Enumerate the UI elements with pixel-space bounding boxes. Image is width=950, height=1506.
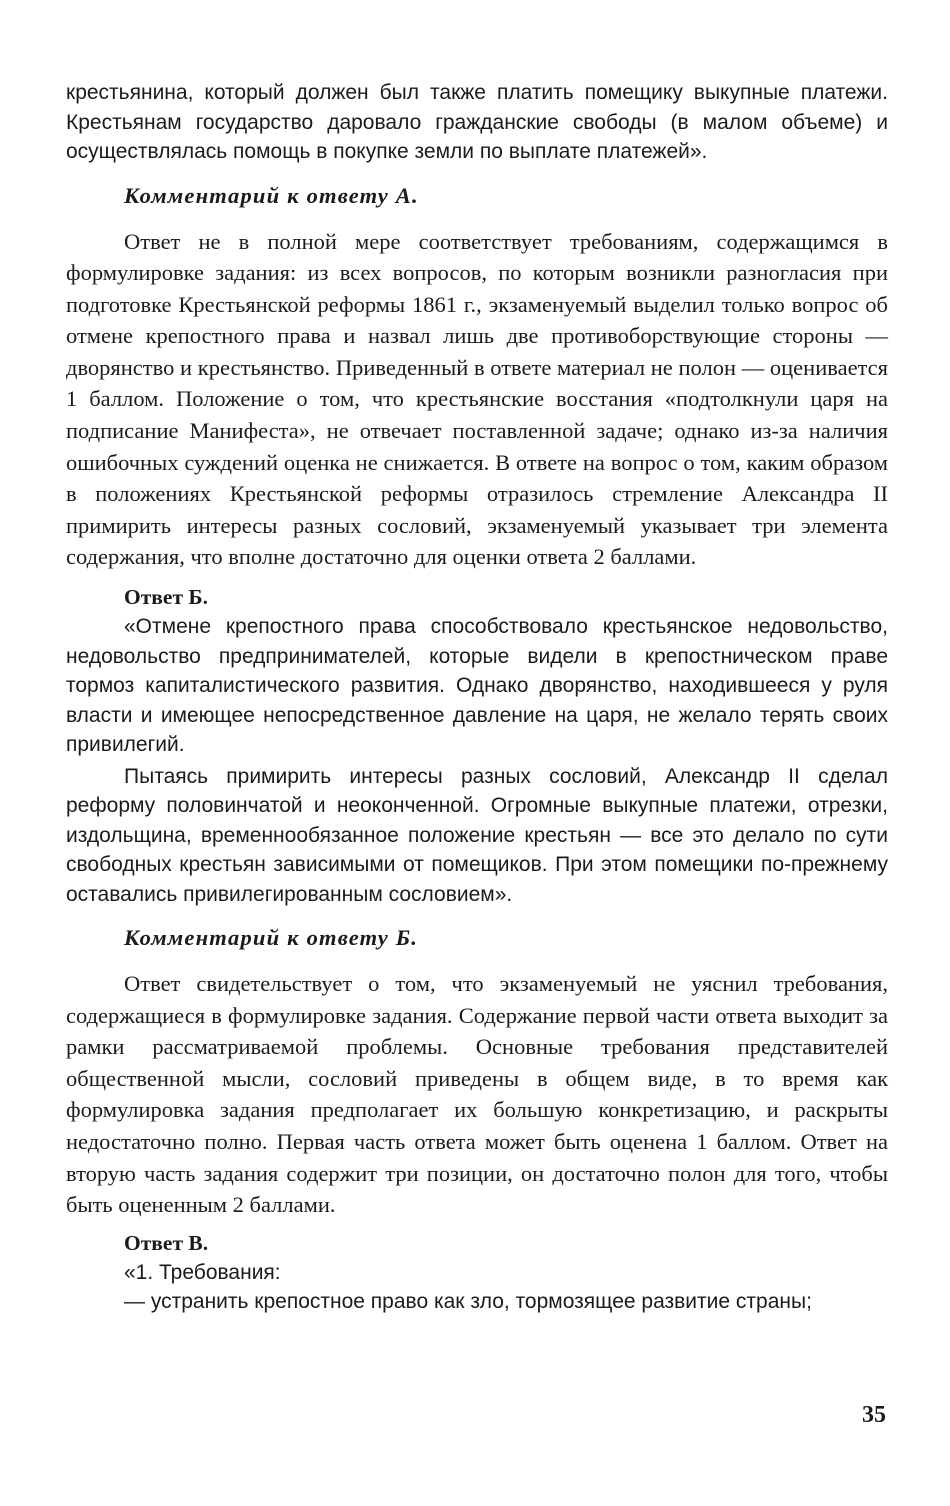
comment-b-heading: Комментарий к ответу Б. [124,925,419,951]
comment-b-body: Ответ свидетельствует о том, что экзаменуемый не уяснил требования, содержащиеся в формулировке задания. Содержание первой части ответа выходит за рамки рассматриваемой проблемы. Основные требования представителей общественной мысли, сословий приведены в общем виде, в то время как формулировка задания предполагает их большую конкретизацию, и раскрыты недостаточно полно. Первая часть ответа может быть оценена 1 баллом. Ответ на вторую часть задания содержит три позиции, он достаточно полон для того, чтобы быть оцененным 2 баллами. [66,971,888,1218]
page-content [66,78,888,1317]
answer-v-heading: Ответ В. [124,1230,209,1255]
answer-b-heading: Ответ Б. [124,585,208,610]
comment-a-body: Ответ не в полной мере соответствует требованиям, содержащимся в формулировке задания: из всех вопросов, по которым возникли разногласия при подготовке Крестьянской реформы 1861 г., экзаменуемый выделил только вопрос об отмене крепостного права и назвал лишь две противоборствующие стороны — дворянство и крестьянство. Приведенный в ответе материал не полон — оценивается 1 баллом. Положение о том, что крестьянские восстания «подтолкнули царя на подписание Манифеста», не отвечает поставленной задаче; однако из-за наличия ошибочных суждений оценка не снижается. В ответе на вопрос о том, каким образом в положениях Крестьянской реформы отразилось стремление Александра II примирить интересы разных сословий, экзаменуемый указывает три элемента содержания, что вполне достаточно для оценки ответа 2 баллами. [66,228,888,570]
answer-v-line-1: «1. Требования: [124,1260,281,1284]
comment-a-heading: Комментарий к ответу А. [124,182,419,208]
intro-paragraph: крестьянина, который должен был также платить помещику выкупные платежи. Крестьянам государство даровало гражданские свободы (в малом объеме) и осуществлялась помощь в покупке земли по выплате платежей». [66,81,888,163]
page-number: 35 [862,1402,886,1428]
answer-b-paragraph-2: Пытаясь примирить интересы разных сословий, Александр II сделал реформу половинчатой и неоконченной. Огромные выкупные платежи, отрезки, издольщина, временнообязанное положение крестьян — все это делало по сути свободных крестьян зависимыми от помещиков. При этом помещики по-прежнему оставались привилегированным сословием». [66,764,888,906]
answer-v-line-2: — устранить крепостное право как зло, тормозящее развитие страны; [124,1290,812,1314]
answer-b-paragraph-1: «Отмене крепостного права способствовало крестьянское недовольство, недовольство предпринимателей, которые видели в крепостническом праве тормоз капиталистического развития. Однако дворянство, находившееся у руля власти и имеющее непосредственное давление на царя, не желало терять своих привилегий. [66,615,888,757]
